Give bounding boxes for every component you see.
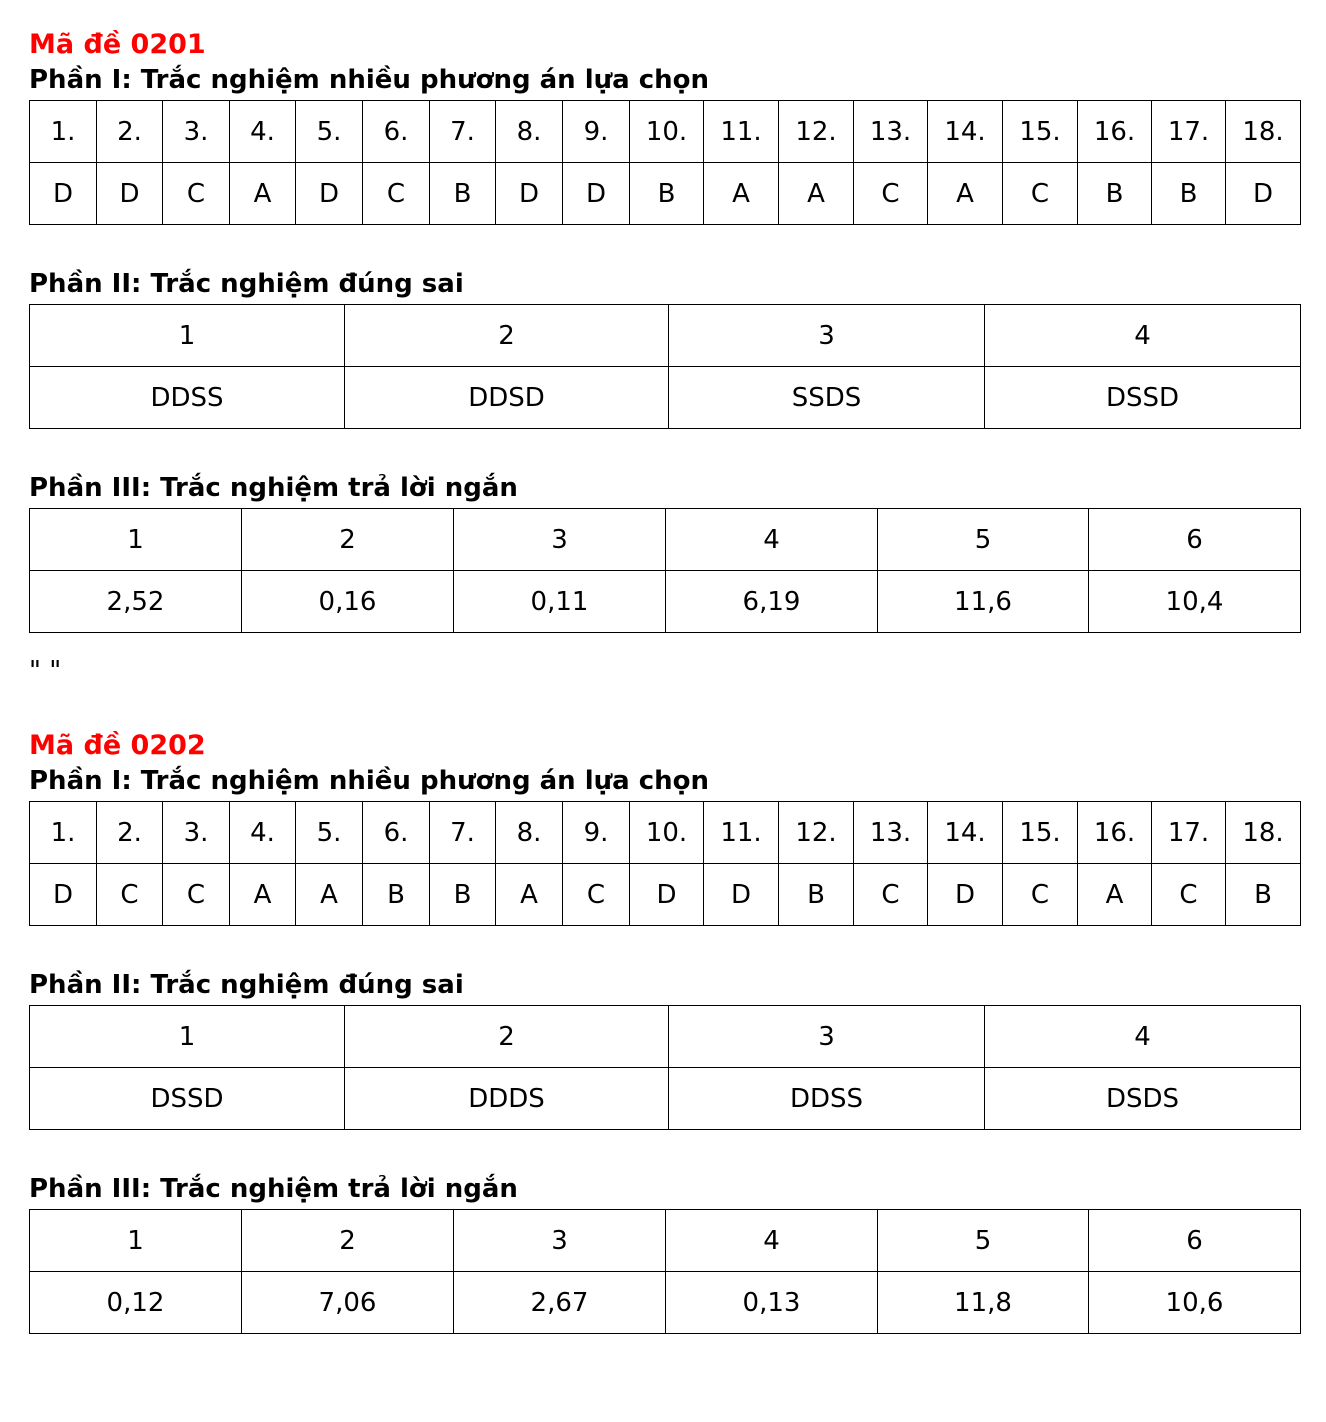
answer-cell: A: [928, 163, 1003, 225]
answer-cell: B: [779, 864, 854, 926]
answer-cell: A: [296, 864, 363, 926]
answer-row: [30, 864, 1301, 926]
part2-answer-table: [29, 304, 1301, 429]
part1-title: Phần I: Trắc nghiệm nhiều phương án lựa chọn: [29, 65, 710, 95]
question-number-cell: 13.: [854, 802, 928, 864]
question-number-cell: 5: [878, 509, 1089, 571]
question-number-cell: 3: [454, 509, 666, 571]
part2-answer-table: [29, 1005, 1301, 1130]
exam-code-title: Mã đề 0202: [29, 730, 206, 761]
exam-section: [29, 26, 1300, 727]
answer-cell: C: [1003, 864, 1078, 926]
question-number-cell: 3: [669, 305, 985, 367]
question-number-cell: 9.: [563, 802, 630, 864]
answer-cell: D: [630, 864, 704, 926]
answer-cell: C: [363, 163, 430, 225]
spacer: [29, 429, 1300, 472]
question-number-cell: 8.: [496, 802, 563, 864]
question-number-cell: 1.: [30, 802, 97, 864]
part3-answer-table: [29, 508, 1301, 633]
question-number-cell: 3.: [163, 101, 230, 163]
answer-cell: 0,11: [454, 571, 666, 633]
answer-cell: D: [30, 163, 97, 225]
answer-cell: 6,19: [666, 571, 878, 633]
answer-cell: DDSS: [669, 1068, 985, 1130]
question-number-cell: 18.: [1226, 101, 1301, 163]
answer-row: [30, 571, 1301, 633]
question-number-cell: 17.: [1152, 101, 1226, 163]
question-number-row: [30, 802, 1301, 864]
question-number-cell: 13.: [854, 101, 928, 163]
answer-cell: DDSS: [30, 367, 345, 429]
spacer: [29, 1130, 1300, 1173]
question-number-cell: 8.: [496, 101, 563, 163]
question-number-cell: 1: [30, 1006, 345, 1068]
exam-container: [29, 26, 1300, 1334]
question-number-cell: 10.: [630, 802, 704, 864]
answer-row: [30, 1068, 1301, 1130]
answer-cell: A: [230, 163, 296, 225]
answer-cell: B: [630, 163, 704, 225]
question-number-cell: 12.: [779, 802, 854, 864]
answer-cell: C: [1003, 163, 1078, 225]
question-number-cell: 5.: [296, 101, 363, 163]
part1-title: Phần I: Trắc nghiệm nhiều phương án lựa chọn: [29, 766, 710, 796]
answer-cell: D: [1226, 163, 1301, 225]
question-number-cell: 2.: [97, 101, 163, 163]
question-number-row: [30, 509, 1301, 571]
answer-cell: 7,06: [242, 1272, 454, 1334]
part1-answer-table: [29, 801, 1301, 926]
question-number-cell: 1.: [30, 101, 97, 163]
answer-key-page: [29, 26, 1300, 1334]
answer-cell: DSSD: [30, 1068, 345, 1130]
answer-cell: B: [1078, 163, 1152, 225]
part3-title: Phần III: Trắc nghiệm trả lời ngắn: [29, 1174, 518, 1204]
answer-cell: 2,67: [454, 1272, 666, 1334]
part3-answer-table: [29, 1209, 1301, 1334]
answer-cell: D: [30, 864, 97, 926]
answer-cell: D: [704, 864, 779, 926]
question-number-cell: 1: [30, 1210, 242, 1272]
question-number-cell: 3: [669, 1006, 985, 1068]
answer-cell: 10,6: [1089, 1272, 1301, 1334]
question-number-row: [30, 1006, 1301, 1068]
answer-row: [30, 1272, 1301, 1334]
answer-cell: C: [163, 864, 230, 926]
answer-cell: D: [296, 163, 363, 225]
question-number-cell: 4: [666, 509, 878, 571]
question-number-cell: 9.: [563, 101, 630, 163]
question-number-cell: 4: [985, 1006, 1301, 1068]
question-number-cell: 10.: [630, 101, 704, 163]
answer-cell: D: [563, 163, 630, 225]
answer-row: [30, 367, 1301, 429]
question-number-cell: 7.: [430, 101, 496, 163]
answer-cell: 2,52: [30, 571, 242, 633]
answer-cell: B: [430, 163, 496, 225]
spacer: [29, 225, 1300, 268]
answer-cell: DDSD: [345, 367, 669, 429]
question-number-row: [30, 305, 1301, 367]
question-number-row: [30, 1210, 1301, 1272]
answer-cell: A: [1078, 864, 1152, 926]
answer-cell: C: [854, 864, 928, 926]
answer-cell: B: [1226, 864, 1301, 926]
question-number-cell: 2.: [97, 802, 163, 864]
question-number-cell: 4: [985, 305, 1301, 367]
question-number-cell: 2: [242, 509, 454, 571]
question-number-cell: 6: [1089, 1210, 1301, 1272]
answer-cell: C: [854, 163, 928, 225]
question-number-cell: 2: [242, 1210, 454, 1272]
question-number-cell: 7.: [430, 802, 496, 864]
answer-cell: SSDS: [669, 367, 985, 429]
answer-row: [30, 163, 1301, 225]
question-number-cell: 2: [345, 1006, 669, 1068]
answer-cell: C: [97, 864, 163, 926]
exam-code-title: Mã đề 0201: [29, 29, 206, 60]
answer-cell: B: [363, 864, 430, 926]
question-number-cell: 14.: [928, 802, 1003, 864]
answer-cell: B: [430, 864, 496, 926]
question-number-cell: 4: [666, 1210, 878, 1272]
answer-cell: 0,16: [242, 571, 454, 633]
question-number-cell: 17.: [1152, 802, 1226, 864]
question-number-cell: 1: [30, 509, 242, 571]
answer-cell: D: [97, 163, 163, 225]
answer-cell: A: [704, 163, 779, 225]
question-number-cell: 3.: [163, 802, 230, 864]
answer-cell: A: [230, 864, 296, 926]
answer-cell: A: [496, 864, 563, 926]
answer-cell: 10,4: [1089, 571, 1301, 633]
answer-cell: DDDS: [345, 1068, 669, 1130]
separator-text: " ": [29, 656, 62, 686]
question-number-cell: 16.: [1078, 802, 1152, 864]
part3-title: Phần III: Trắc nghiệm trả lời ngắn: [29, 473, 518, 503]
answer-cell: C: [1152, 864, 1226, 926]
spacer: [29, 687, 1300, 727]
question-number-cell: 15.: [1003, 802, 1078, 864]
answer-cell: DSDS: [985, 1068, 1301, 1130]
part1-answer-table: [29, 100, 1301, 225]
question-number-row: [30, 101, 1301, 163]
answer-cell: B: [1152, 163, 1226, 225]
question-number-cell: 18.: [1226, 802, 1301, 864]
answer-cell: C: [563, 864, 630, 926]
question-number-cell: 5.: [296, 802, 363, 864]
question-number-cell: 2: [345, 305, 669, 367]
question-number-cell: 3: [454, 1210, 666, 1272]
answer-cell: 0,13: [666, 1272, 878, 1334]
answer-cell: D: [928, 864, 1003, 926]
question-number-cell: 6: [1089, 509, 1301, 571]
answer-cell: D: [496, 163, 563, 225]
exam-section: [29, 727, 1300, 1334]
question-number-cell: 11.: [704, 802, 779, 864]
question-number-cell: 16.: [1078, 101, 1152, 163]
question-number-cell: 6.: [363, 101, 430, 163]
part2-title: Phần II: Trắc nghiệm đúng sai: [29, 970, 464, 1000]
answer-cell: A: [779, 163, 854, 225]
question-number-cell: 6.: [363, 802, 430, 864]
question-number-cell: 4.: [230, 101, 296, 163]
question-number-cell: 14.: [928, 101, 1003, 163]
spacer: [29, 926, 1300, 969]
answer-cell: DSSD: [985, 367, 1301, 429]
question-number-cell: 12.: [779, 101, 854, 163]
question-number-cell: 15.: [1003, 101, 1078, 163]
part2-title: Phần II: Trắc nghiệm đúng sai: [29, 269, 464, 299]
question-number-cell: 11.: [704, 101, 779, 163]
question-number-cell: 5: [878, 1210, 1089, 1272]
question-number-cell: 4.: [230, 802, 296, 864]
answer-cell: 11,6: [878, 571, 1089, 633]
answer-cell: 11,8: [878, 1272, 1089, 1334]
answer-cell: C: [163, 163, 230, 225]
answer-cell: 0,12: [30, 1272, 242, 1334]
question-number-cell: 1: [30, 305, 345, 367]
